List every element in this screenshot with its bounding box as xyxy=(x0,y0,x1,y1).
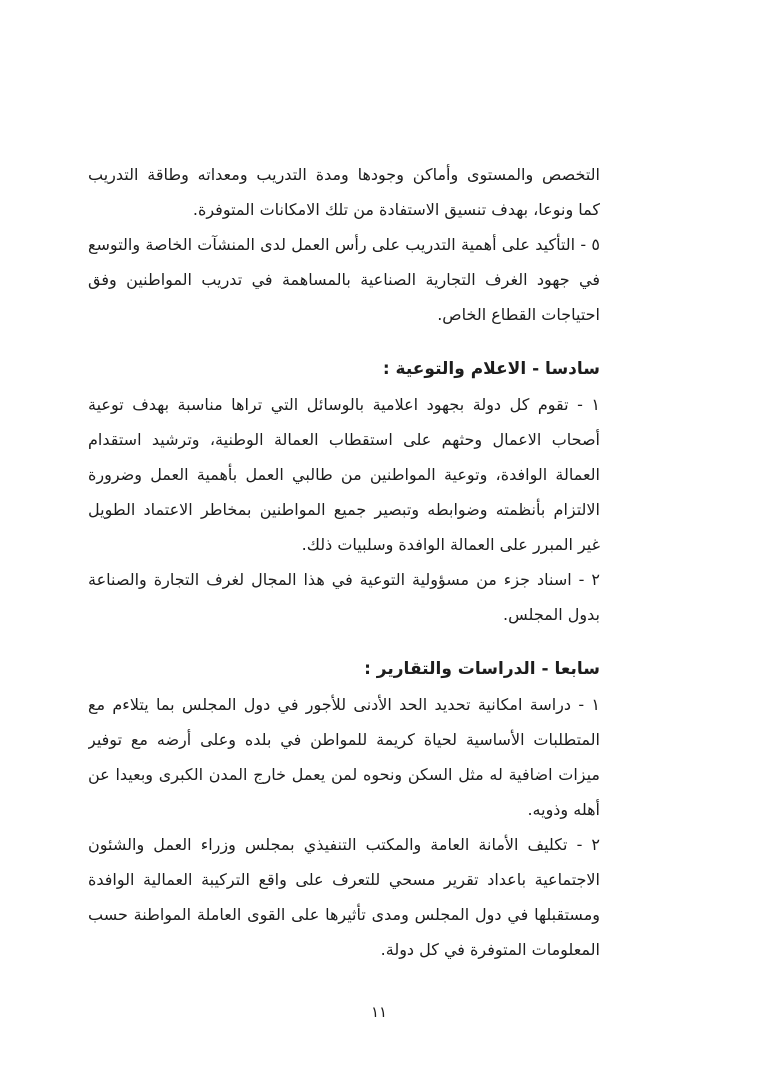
text-line: ومستقبلها في دول المجلس ومدى تأثيرها على القوى العاملة المواطنة حسب xyxy=(88,905,600,924)
text-line: ميزات اضافية له مثل السكن ونحوه لمن يعمل خارج المدن الكبرى وبعيدا عن xyxy=(88,765,600,784)
text-line: المعلومات المتوفرة في كل دولة. xyxy=(380,940,600,959)
text-line: ٢ - تكليف الأمانة العامة والمكتب التنفيذي بمجلس وزراء العمل والشئون xyxy=(88,835,600,854)
text-line: بدول المجلس. xyxy=(503,605,600,624)
text-line: احتياجات القطاع الخاص. xyxy=(437,305,600,324)
section-sixth-item-2 xyxy=(88,562,600,632)
text-line: كما ونوعا، بهدف تنسيق الاستفادة من تلك الامكانات المتوفرة. xyxy=(192,200,600,219)
text-line: التخصص والمستوى وأماكن وجودها ومدة التدريب ومعداته وطاقة التدريب xyxy=(88,165,600,184)
numbered-item-5 xyxy=(88,227,600,332)
text-line: العمالة الوافدة، وتوعية المواطنين من طالبي العمل بأهمية العمل وضرورة xyxy=(88,465,600,484)
text-line: ٢ - اسناد جزء من مسؤولية التوعية في هذا المجال لغرف التجارة والصناعة xyxy=(88,570,600,589)
text-line: ١ - دراسة امكانية تحديد الحد الأدنى للأجور في دول المجلس بما يتلاءم مع xyxy=(88,695,600,714)
text-line: ٥ - التأكيد على أهمية التدريب على رأس العمل لدى المنشآت الخاصة والتوسع xyxy=(88,235,600,254)
text-line: في جهود الغرف التجارية الصناعية بالمساهمة في تدريب المواطنين وفق xyxy=(88,270,600,289)
text-line: الالتزام بأنظمته وضوابطه وتبصير جميع المواطنين بمخاطر الاعتماد الطويل xyxy=(88,500,600,519)
paragraph-continuation xyxy=(88,157,600,227)
text-block xyxy=(88,157,600,967)
section-heading-sixth: سادسا - الاعلام والتوعية : xyxy=(382,359,600,379)
section-heading-seventh: سابعا - الدراسات والتقارير : xyxy=(364,659,600,679)
text-line: ١ - تقوم كل دولة بجهود اعلامية بالوسائل التي تراها مناسبة بهدف توعية xyxy=(88,395,600,414)
text-line: أهله وذويه. xyxy=(527,800,600,819)
page-number: ١١ xyxy=(370,1003,388,1021)
text-line: غير المبرر على العمالة الوافدة وسلبيات ذلك. xyxy=(301,535,600,554)
text-line: أصحاب الاعمال وحثهم على استقطاب العمالة الوطنية، وترشيد استقدام xyxy=(88,430,600,449)
section-seventh-item-1 xyxy=(88,687,600,827)
section-seventh-item-2 xyxy=(88,827,600,967)
section-sixth-item-1 xyxy=(88,387,600,562)
text-line: المتطلبات الأساسية لحياة كريمة للمواطن في بلده وعلى أرضه مع توفير xyxy=(88,730,600,749)
text-line: الاجتماعية باعداد تقرير مسحي للتعرف على واقع التركيبة العمالية الوافدة xyxy=(88,870,600,889)
